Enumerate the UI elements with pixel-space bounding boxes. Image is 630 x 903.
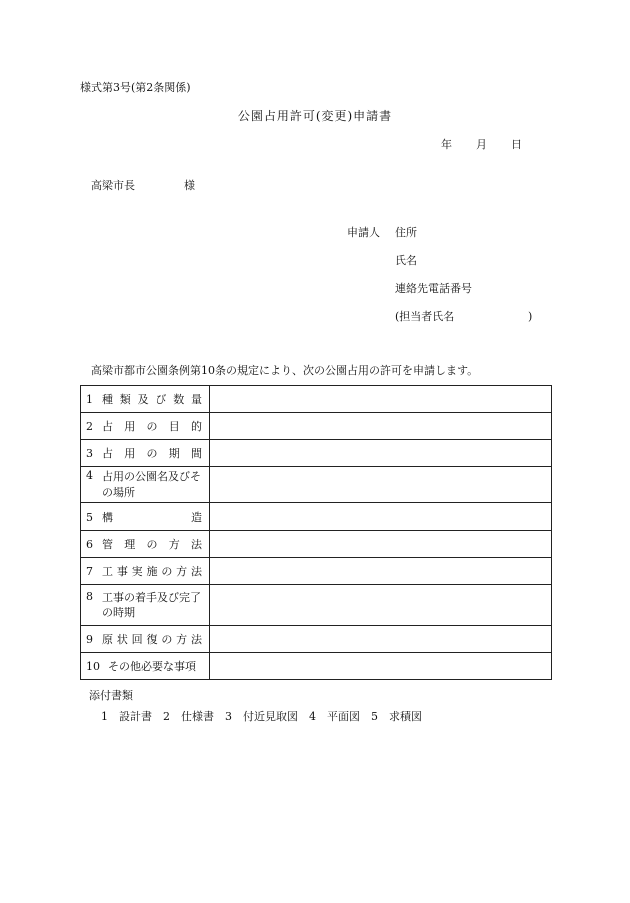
row-label (81, 413, 210, 440)
row-value-field[interactable] (210, 585, 552, 626)
table-row (81, 626, 552, 653)
addressee-honorific: 様 (184, 179, 195, 192)
table-row (81, 413, 552, 440)
row-label-text: 占用の期間 (102, 447, 202, 460)
date-month-label: 月 (476, 138, 487, 151)
row-label-text: 構造 (102, 510, 202, 524)
contact-person-label: (担当者氏名 (395, 310, 455, 323)
row-value-field[interactable] (210, 386, 552, 413)
row-label-text: 占用の目的 (102, 420, 202, 433)
row-value-field[interactable] (210, 558, 552, 585)
row-number: 1 (86, 393, 93, 406)
row-label (81, 503, 210, 531)
table-row (81, 585, 552, 626)
row-number: 9 (86, 633, 93, 646)
row-value-field[interactable] (210, 467, 552, 503)
addressee-name: 高梁市長 (91, 179, 135, 192)
row-value-field[interactable] (210, 531, 552, 558)
form-number: 様式第3号(第2条関係) (80, 81, 191, 94)
row-label (81, 386, 210, 413)
row-number: 3 (86, 447, 93, 460)
row-label (81, 585, 210, 626)
intro-text: 高梁市都市公園条例第10条の規定により、次の公園占用の許可を申請します。 (91, 364, 479, 377)
row-number: 2 (86, 420, 93, 433)
application-table (80, 385, 552, 680)
row-label (81, 531, 210, 558)
date-day-label: 日 (511, 138, 522, 151)
row-label (81, 653, 210, 680)
row-number: 7 (86, 565, 93, 578)
attachments-list: 1 設計書 2 仕様書 3 付近見取図 4 平面図 5 求積図 (101, 710, 422, 723)
document-title: 公園占用許可(変更)申請書 (237, 109, 393, 123)
row-label-text: その他必要な事項 (108, 660, 196, 673)
row-number: 8 (86, 589, 93, 603)
row-label (81, 440, 210, 467)
row-label-text: 占用の公園名及びその場所 (102, 470, 201, 499)
row-label-text: 工事実施の方法 (102, 565, 202, 578)
row-label (81, 558, 210, 585)
row-value-field[interactable] (210, 503, 552, 531)
row-label-text: 工事の着手及び完了の時期 (102, 590, 201, 619)
row-number: 10 (86, 660, 100, 673)
address-label: 住所 (395, 226, 417, 239)
row-label-text: 種類及び数量 (102, 393, 202, 406)
table-row (81, 440, 552, 467)
table-row (81, 467, 552, 503)
applicant-label: 申請人 (347, 226, 380, 239)
row-label-text: 管理の方法 (102, 538, 202, 551)
row-label (81, 626, 210, 653)
table-row (81, 386, 552, 413)
row-value-field[interactable] (210, 413, 552, 440)
table-row (81, 503, 552, 531)
table-row (81, 531, 552, 558)
row-value-field[interactable] (210, 440, 552, 467)
date-year-label: 年 (441, 138, 452, 151)
phone-label: 連絡先電話番号 (395, 282, 472, 295)
row-number: 6 (86, 538, 93, 551)
table-row (81, 558, 552, 585)
table-row (81, 653, 552, 680)
name-label: 氏名 (395, 254, 417, 267)
row-number: 5 (86, 510, 93, 524)
contact-person-close: ) (528, 310, 533, 323)
row-number: 4 (86, 469, 93, 483)
row-label-text: 原状回復の方法 (102, 633, 202, 646)
row-value-field[interactable] (210, 653, 552, 680)
row-value-field[interactable] (210, 626, 552, 653)
attachments-title: 添付書類 (89, 689, 133, 702)
row-label (81, 467, 210, 503)
